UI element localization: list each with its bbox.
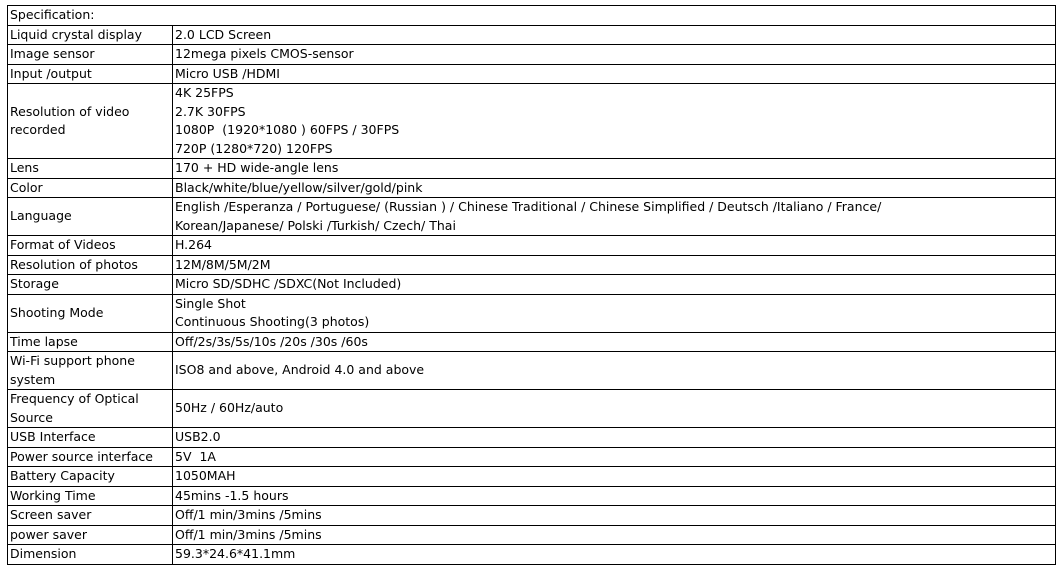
spec-value-line: USB2.0 — [175, 429, 221, 444]
spec-row — [8, 45, 1056, 65]
spec-label: Resolution of video recorded — [8, 84, 173, 159]
spec-value-line: English /Esperanza / Portuguese/ (Russian ) / Chinese Traditional / Chinese Simplified / Deutsch /Italiano / France/ — [175, 199, 882, 214]
spec-value — [173, 25, 1056, 45]
spec-value — [173, 236, 1056, 256]
spec-label: Format of Videos — [8, 236, 173, 256]
spec-row — [8, 506, 1056, 526]
spec-value-line: ISO8 and above, Android 4.0 and above — [175, 362, 425, 378]
spec-value-line: 12mega pixels CMOS-sensor — [175, 46, 354, 61]
spec-row — [8, 84, 1056, 159]
spec-row — [8, 25, 1056, 45]
spec-row — [8, 159, 1056, 179]
spec-label: Storage — [8, 275, 173, 295]
spec-value — [173, 255, 1056, 275]
spec-row — [8, 447, 1056, 467]
spec-row — [8, 428, 1056, 448]
spec-value — [173, 294, 1056, 332]
spec-label: Lens — [8, 159, 173, 179]
spec-row — [8, 390, 1056, 428]
spec-value-line: 720P (1280*720) 120FPS — [175, 140, 333, 156]
spec-value — [173, 447, 1056, 467]
spec-label: Frequency of Optical Source — [8, 390, 173, 428]
spec-row — [8, 467, 1056, 487]
spec-row — [8, 352, 1056, 390]
spec-value — [173, 428, 1056, 448]
spec-value — [173, 45, 1056, 65]
spec-label: USB Interface — [8, 428, 173, 448]
spec-row — [8, 545, 1056, 565]
spec-label: Dimension — [8, 545, 173, 565]
spec-value-line: 1050MAH — [175, 468, 236, 483]
spec-row — [8, 236, 1056, 256]
spec-label: power saver — [8, 525, 173, 545]
spec-value-line: Micro USB /HDMI — [175, 65, 280, 81]
spec-row — [8, 332, 1056, 352]
spec-label: Power source interface — [8, 447, 173, 467]
spec-value-line: 12M/8M/5M/2M — [175, 256, 271, 272]
spec-label: Resolution of photos — [8, 255, 173, 275]
spec-value — [173, 390, 1056, 428]
spec-row — [8, 275, 1056, 295]
spec-value-line: 1080P (1920*1080 ) 60FPS / 30FPS — [175, 122, 400, 137]
spec-value — [173, 198, 1056, 236]
spec-label: Language — [8, 198, 173, 236]
spec-value-line: H.264 — [175, 237, 213, 252]
table-title: Specification: — [8, 6, 1056, 26]
spec-label: Working Time — [8, 486, 173, 506]
spec-value-line: 45mins -1.5 hours — [175, 487, 289, 503]
spec-label: Screen saver — [8, 506, 173, 526]
spec-value-line: Off/1 min/3mins /5mins — [175, 526, 322, 542]
spec-row — [8, 294, 1056, 332]
specification-table — [7, 5, 1056, 565]
spec-value-line: Black/white/blue/yellow/silver/gold/pink — [175, 179, 423, 195]
spec-row — [8, 198, 1056, 236]
spec-value-line: Single Shot — [175, 295, 246, 311]
spec-value — [173, 545, 1056, 565]
spec-value-line: Continuous Shooting(3 photos) — [175, 314, 370, 329]
spec-value-line: Off/1 min/3mins /5mins — [175, 507, 322, 522]
spec-value — [173, 486, 1056, 506]
spec-label: Liquid crystal display — [8, 25, 173, 45]
spec-row — [8, 64, 1056, 84]
spec-value — [173, 178, 1056, 198]
spec-value — [173, 467, 1056, 487]
spec-label: Time lapse — [8, 332, 173, 352]
spec-label: Battery Capacity — [8, 467, 173, 487]
spec-value — [173, 525, 1056, 545]
table-title-row — [8, 6, 1056, 26]
spec-value-line: Off/2s/3s/5s/10s /20s /30s /60s — [175, 333, 368, 349]
spec-row — [8, 525, 1056, 545]
spec-value-line: 4K 25FPS — [175, 85, 234, 100]
spec-label: Input /output — [8, 64, 173, 84]
spec-label: Image sensor — [8, 45, 173, 65]
spec-row — [8, 178, 1056, 198]
spec-value-line: Korean/Japanese/ Polski /Turkish/ Czech/ Thai — [175, 217, 456, 233]
spec-value — [173, 275, 1056, 295]
spec-value — [173, 332, 1056, 352]
spec-value — [173, 159, 1056, 179]
spec-row — [8, 255, 1056, 275]
spec-value-line: Micro SD/SDHC /SDXC(Not Included) — [175, 276, 402, 291]
spec-label: Shooting Mode — [8, 294, 173, 332]
spec-value-line: 170 + HD wide-angle lens — [175, 160, 339, 175]
spec-value — [173, 64, 1056, 84]
spec-label: Color — [8, 178, 173, 198]
spec-value — [173, 352, 1056, 390]
spec-value — [173, 506, 1056, 526]
spec-value-line: 50Hz / 60Hz/auto — [175, 400, 284, 416]
spec-value-line: 2.0 LCD Screen — [175, 26, 272, 42]
spec-value-line: 2.7K 30FPS — [175, 103, 246, 119]
spec-row — [8, 486, 1056, 506]
spec-value — [173, 84, 1056, 159]
spec-label: Wi-Fi support phone system — [8, 352, 173, 390]
spec-value-line: 59.3*24.6*41.1mm — [175, 546, 296, 561]
spec-value-line: 5V 1A — [175, 448, 216, 464]
